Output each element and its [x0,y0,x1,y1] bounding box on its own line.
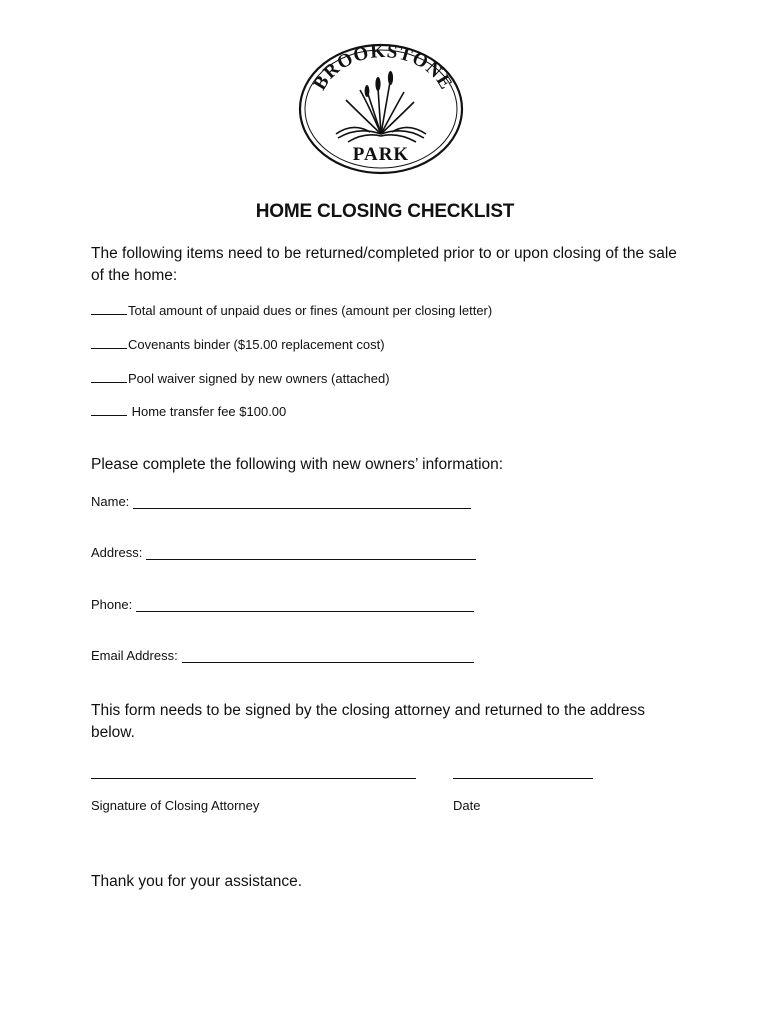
name-input-line[interactable] [133,496,471,509]
date-label: Date [453,798,481,813]
checklist-label: Total amount of unpaid dues or fines (amount per closing letter) [128,303,493,318]
svg-text:BROOKSTONE [309,42,456,94]
checklist-label: Covenants binder ($15.00 replacement cost) [128,337,385,352]
email-input-line[interactable] [182,650,474,663]
checklist-blank[interactable] [91,336,127,349]
email-label: Email Address: [91,648,178,663]
owners-info-heading: Please complete the following with new owners’ information: [91,456,504,473]
sign-instructions: This form needs to be signed by the closing attorney and returned to the address below. [91,702,646,741]
phone-input-line[interactable] [136,599,474,612]
phone-field [91,597,474,612]
checklist-blank[interactable] [91,370,127,383]
logo-top-text: BROOKSTONE [309,42,457,94]
email-field [91,648,474,663]
checklist-blank[interactable] [91,302,127,315]
checklist-item-unpaid-dues [91,302,492,318]
page-title: HOME CLOSING CHECKLIST [255,201,515,222]
checklist-item-transfer-fee [91,403,286,419]
checklist-item-pool-waiver [91,370,390,386]
name-field [91,494,471,509]
date-line[interactable] [453,778,593,779]
checklist-label: Home transfer fee $100.00 [128,404,287,419]
logo-bottom-text: PARK [352,144,410,165]
name-label: Name: [91,494,130,509]
signature-label: Signature of Closing Attorney [91,798,260,813]
phone-label: Phone: [91,597,133,612]
checklist-blank[interactable] [91,403,127,416]
signature-line[interactable] [91,778,416,779]
address-field [91,545,476,560]
brookstone-park-logo [298,42,464,176]
thank-you-text: Thank you for your assistance. [91,873,303,890]
address-input-line[interactable] [146,547,476,560]
checklist-item-covenants-binder [91,336,385,352]
checklist-label: Pool waiver signed by new owners (attached) [128,371,390,386]
address-label: Address: [91,545,143,560]
reeds-illustration [336,82,426,142]
intro-text: The following items need to be returned/completed prior to or upon closing of the sale of the home: [91,245,677,284]
